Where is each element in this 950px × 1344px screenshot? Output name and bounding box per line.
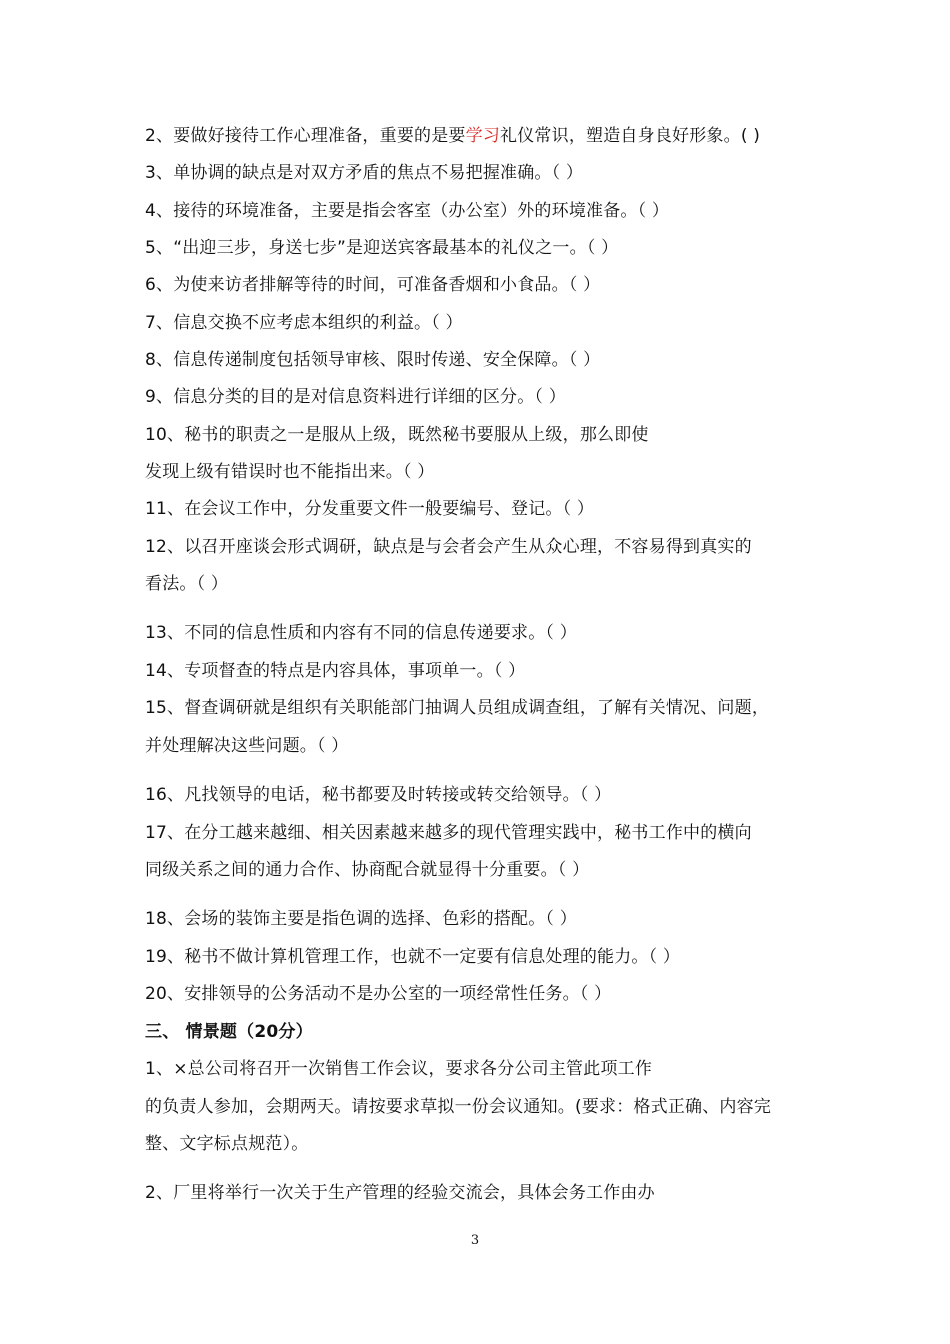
- question-11: 11、在会议工作中，分发重要文件一般要编号、登记。（ ）: [145, 499, 595, 519]
- scenario-2-line-1: 2、厂里将举行一次关于生产管理的经验交流会，具体会务工作由办: [145, 1183, 655, 1203]
- question-15-line-1: 15、督查调研就是组织有关职能部门抽调人员组成调查组，了解有关情况、问题，: [145, 698, 770, 718]
- question-8: 8、信息传递制度包括领导审核、限时传递、安全保障。（ ）: [145, 350, 601, 370]
- question-13: 13、不同的信息性质和内容有不同的信息传递要求。（ ）: [145, 623, 577, 643]
- question-18: 18、会场的装饰主要是指色调的选择、色彩的搭配。（ ）: [145, 909, 577, 929]
- question-20: 20、安排领导的公务活动不是办公室的一项经常性任务。（ ）: [145, 984, 612, 1004]
- scenario-1-line-2: 的负责人参加，会期两天。请按要求草拟一份会议通知。(要求：格式正确、内容完: [145, 1097, 772, 1117]
- highlighted-word: 学习: [465, 126, 501, 146]
- page-number: 3: [470, 1233, 480, 1248]
- question-15-line-2: 并处理解决这些问题。（ ）: [145, 736, 349, 756]
- question-4: 4、接待的环境准备，主要是指会客室（办公室）外的环境准备。（ ）: [145, 201, 670, 221]
- question-2: [145, 124, 760, 148]
- question-16: 16、凡找领导的电话，秘书都要及时转接或转交给领导。（ ）: [145, 785, 612, 805]
- question-7: 7、信息交换不应考虑本组织的利益。（ ）: [145, 313, 463, 333]
- question-12-line-1: 12、以召开座谈会形式调研，缺点是与会者会产生从众心理，不容易得到真实的: [145, 537, 752, 557]
- question-10-line-1: 10、秘书的职责之一是服从上级，既然秘书要服从上级，那么即使: [145, 425, 649, 445]
- question-3: 3、单协调的缺点是对双方矛盾的焦点不易把握准确。（ ）: [145, 163, 584, 183]
- scenario-1-line-3: 整、文字标点规范）。: [145, 1134, 309, 1154]
- question-6: 6、为使来访者排解等待的时间，可准备香烟和小食品。（ ）: [145, 275, 601, 295]
- question-17-line-2: 同级关系之间的通力合作、协商配合就显得十分重要。（ ）: [145, 860, 590, 880]
- question-19: 19、秘书不做计算机管理工作，也就不一定要有信息处理的能力。（ ）: [145, 947, 681, 967]
- question-5: 5、“出迎三步，身送七步”是迎送宾客最基本的礼仪之一。（ ）: [145, 238, 619, 258]
- question-14: 14、专项督查的特点是内容具体，事项单一。（ ）: [145, 661, 526, 681]
- question-2-text-a: 2、要做好接待工作心理准备，重要的是要: [145, 126, 466, 146]
- scenario-1-line-1: 1、×总公司将召开一次销售工作会议，要求各分公司主管此项工作: [145, 1059, 653, 1079]
- question-10-line-2: 发现上级有错误时也不能指出来。（ ）: [145, 462, 435, 482]
- question-9: 9、信息分类的目的是对信息资料进行详细的区分。（ ）: [145, 387, 566, 407]
- section-heading: 三、 情景题（20分）: [145, 1022, 313, 1042]
- question-2-text-b: 礼仪常识，塑造自身良好形象。( ): [500, 126, 761, 146]
- question-17-line-1: 17、在分工越来越细、相关因素越来越多的现代管理实践中，秘书工作中的横向: [145, 823, 752, 843]
- question-12-line-2: 看法。（ ）: [145, 574, 229, 594]
